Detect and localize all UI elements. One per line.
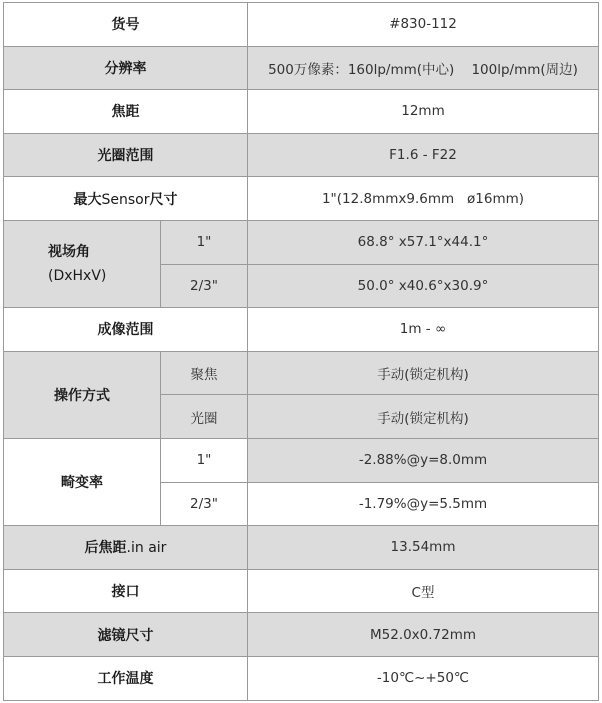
temperature-label: 工作温度 <box>4 656 248 700</box>
row-imaging-range <box>4 308 599 352</box>
filter-size-value: M52.0x0.72mm <box>248 613 599 657</box>
distortion-value-2: -1.79%@y=5.5mm <box>248 482 599 526</box>
back-focal-label <box>4 526 248 570</box>
aperture-value: F1.6 - F22 <box>248 133 599 177</box>
back-focal-label-suffix: .in air <box>126 540 167 557</box>
operation-value-1: 手动(锁定机构) <box>248 351 599 395</box>
mount-value: C型 <box>248 569 599 613</box>
operation-sub-2: 光圈 <box>161 395 248 439</box>
row-aperture <box>4 133 599 177</box>
temperature-value: -10℃~+50℃ <box>248 656 599 700</box>
row-max-sensor <box>4 177 599 221</box>
back-focal-value: 13.54mm <box>248 526 599 570</box>
view-angle-value-1: 68.8° x57.1°x44.1° <box>248 220 599 264</box>
operation-label: 操作方式 <box>4 351 161 438</box>
view-angle-label <box>4 220 161 307</box>
imaging-range-value: 1m - ∞ <box>248 308 599 352</box>
aperture-label: 光圈范围 <box>4 133 248 177</box>
back-focal-label-main: 后焦距 <box>84 540 127 557</box>
focal-length-label: 焦距 <box>4 90 248 134</box>
distortion-value-1: -2.88%@y=8.0mm <box>248 438 599 482</box>
view-angle-value-2: 50.0° x40.6°x30.9° <box>248 264 599 308</box>
row-back-focal <box>4 526 599 570</box>
view-angle-sub-2: 2/3" <box>161 264 248 308</box>
resolution-value: 500万像素：160lp/mm(中心) 100lp/mm(周边) <box>248 46 599 90</box>
operation-sub-1: 聚焦 <box>161 351 248 395</box>
item-no-label: 货号 <box>4 3 248 47</box>
operation-value-2: 手动(锁定机构) <box>248 395 599 439</box>
resolution-label: 分辨率 <box>4 46 248 90</box>
focal-length-value: 12mm <box>248 90 599 134</box>
max-sensor-label-middle: Sensor <box>101 191 150 208</box>
max-sensor-label-prefix: 最大 <box>73 191 102 208</box>
distortion-sub-2: 2/3" <box>161 482 248 526</box>
row-resolution <box>4 46 599 90</box>
filter-size-label: 滤镜尺寸 <box>4 613 248 657</box>
row-operation-1 <box>4 351 599 395</box>
view-angle-label-main: 视场角 <box>48 244 90 261</box>
item-no-value: #830-112 <box>248 3 599 47</box>
imaging-range-label: 成像范围 <box>4 308 248 352</box>
max-sensor-label <box>4 177 248 221</box>
view-angle-sub-1: 1" <box>161 220 248 264</box>
spec-table <box>3 2 599 701</box>
row-distortion-1 <box>4 438 599 482</box>
row-item-no <box>4 3 599 47</box>
max-sensor-label-suffix: 尺寸 <box>149 191 178 208</box>
row-temperature <box>4 656 599 700</box>
row-view-angle-1 <box>4 220 599 264</box>
row-focal-length <box>4 90 599 134</box>
max-sensor-value: 1"(12.8mmx9.6mm ø16mm) <box>248 177 599 221</box>
distortion-sub-1: 1" <box>161 438 248 482</box>
mount-label: 接口 <box>4 569 248 613</box>
row-filter-size <box>4 613 599 657</box>
view-angle-label-sub: (DxHxV) <box>48 268 107 285</box>
row-mount <box>4 569 599 613</box>
distortion-label: 畸变率 <box>4 438 161 525</box>
